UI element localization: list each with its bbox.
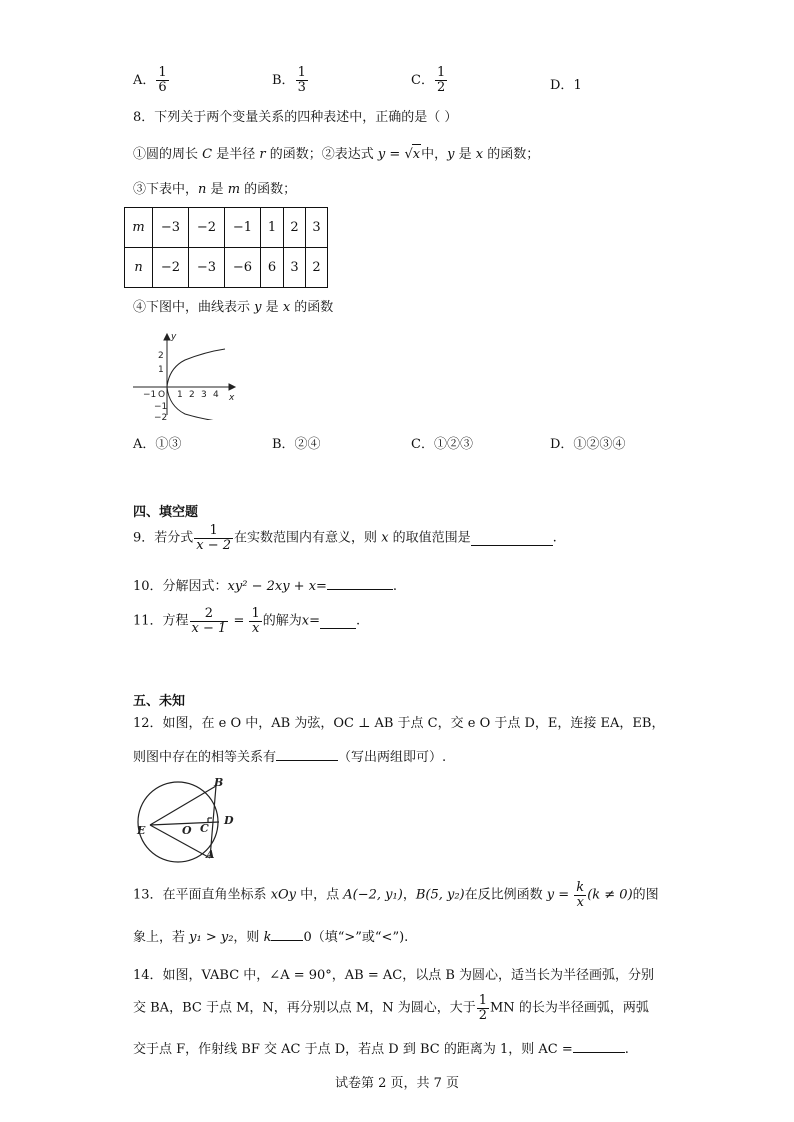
table-row-m xyxy=(125,208,328,248)
y-tick: −1 xyxy=(154,402,168,412)
section-5-title: 五、未知 xyxy=(133,694,186,709)
y-tick: 2 xyxy=(158,351,164,361)
q7-option-b: B． $\frac{1}{3}$ xyxy=(272,65,306,95)
page-footer: 试卷第 2 页，共 7 页 xyxy=(334,1076,460,1091)
q11: 11．方程 $\frac{2}{x - 1}$ = $\frac{1}{x}$ 的解为x= . xyxy=(133,606,361,636)
q7-option-d: D．1 xyxy=(550,78,582,93)
x-axis-label: x xyxy=(229,393,235,403)
table-cell: m xyxy=(125,208,153,248)
section-4-title: 四、填空题 xyxy=(133,505,199,520)
q12-line-2: 则图中存在的相等关系有 （写出两组即可）. xyxy=(133,746,446,768)
table-cell: −2 xyxy=(153,248,189,288)
table-cell: −6 xyxy=(225,248,261,288)
q8-mn-table xyxy=(124,207,328,288)
table-cell: 2 xyxy=(306,248,328,288)
q8-statement-4: ④下图中，曲线表示 y 是 x 的函数 xyxy=(133,300,334,315)
q14-line-3: 交于点 F，作射线 BF 交 AC 于点 D，若点 D 到 BC 的距离为 1，则 AC = . xyxy=(133,1038,629,1060)
x-tick: 1 xyxy=(177,390,183,400)
table-cell: 3 xyxy=(284,248,306,288)
q8-option-c: C．①②③ xyxy=(411,437,473,452)
q12-answer-blank[interactable] xyxy=(276,746,338,761)
table-cell: 3 xyxy=(306,208,328,248)
q8-stem: 8．下列关于两个变量关系的四种表述中，正确的是（ ） xyxy=(133,110,458,125)
x-tick: 4 xyxy=(213,390,219,400)
table-cell: −1 xyxy=(225,208,261,248)
q13-line-2: 象上，若 y₁ > y₂，则 k 0（填“>”或“<”). xyxy=(133,926,408,948)
q8-option-d: D．①②③④ xyxy=(550,437,626,452)
q10-answer-blank[interactable] xyxy=(327,575,393,590)
point-c-label: C xyxy=(200,822,209,835)
q8-option-a: A．①③ xyxy=(133,437,182,452)
q9-answer-blank[interactable] xyxy=(471,531,553,546)
q8-statement-1-2: ①圆的周长 C 是半径 r 的函数；②表达式 y = √x中，y 是 x 的函数； xyxy=(133,144,539,165)
x-tick: 2 xyxy=(189,390,195,400)
q13-line-1: 13．在平面直角坐标系 xOy 中，点 A(−2, y₁)，B(5, y₂)在反比例函数 y = $\frac{k}{x}$ (k ≠ 0)的图 xyxy=(133,880,659,910)
x-axis-arrow xyxy=(229,384,235,390)
q8-curve-graph xyxy=(125,330,240,420)
point-d-label: D xyxy=(224,814,234,827)
y-axis-arrow xyxy=(164,334,170,340)
q14-line-1: 14．如图，VABC 中，∠A = 90°，AB = AC，以点 B 为圆心，适当长为半径画弧，分别 xyxy=(133,968,655,983)
q13-answer-blank[interactable] xyxy=(271,926,303,941)
q12-circle-figure xyxy=(128,776,243,868)
table-row-n xyxy=(125,248,328,288)
table-cell: −3 xyxy=(153,208,189,248)
q14-line-2: 交 BA，BC 于点 M，N，再分别以点 M，N 为圆心，大于 $\frac{1}{2}$ MN 的长为半径画弧，两弧 xyxy=(133,993,649,1023)
q8-option-b: B．②④ xyxy=(272,437,321,452)
q10: 10．分解因式：xy² − 2xy + x= . xyxy=(133,575,397,594)
x-tick: −1 xyxy=(143,390,157,400)
point-e-label: E xyxy=(137,824,146,837)
y-axis-label: y xyxy=(171,332,177,342)
point-b-label: B xyxy=(214,776,224,789)
table-cell: −2 xyxy=(189,208,225,248)
q12-line-1: 12．如图，在 e O 中，AB 为弦，OC ⊥ AB 于点 C，交 e O 于点 D，E，连接 EA，EB， xyxy=(133,716,665,731)
origin-label: O xyxy=(158,390,166,400)
y-tick: 1 xyxy=(158,365,164,375)
table-cell: −3 xyxy=(189,248,225,288)
point-o-label: O xyxy=(182,824,192,837)
y-tick: −2 xyxy=(154,413,168,420)
table-cell: 6 xyxy=(261,248,284,288)
q9: 9．若分式 $\frac{1}{x - 2}$ 在实数范围内有意义，则 x 的取值范围是 . xyxy=(133,523,557,553)
q8-statement-3: ③下表中，n 是 m 的函数； xyxy=(133,182,297,197)
table-cell: n xyxy=(125,248,153,288)
line-eb xyxy=(150,786,216,825)
point-a-label: A xyxy=(206,848,215,861)
q7-option-a: A． $\frac{1}{6}$ xyxy=(133,65,167,95)
table-cell: 1 xyxy=(261,208,284,248)
curve-upper-branch xyxy=(167,349,225,387)
table-cell: 2 xyxy=(284,208,306,248)
q7-option-c: C． $\frac{1}{2}$ xyxy=(411,65,446,95)
q14-answer-blank[interactable] xyxy=(573,1038,625,1053)
x-tick: 3 xyxy=(201,390,207,400)
q11-answer-blank[interactable] xyxy=(320,614,356,629)
